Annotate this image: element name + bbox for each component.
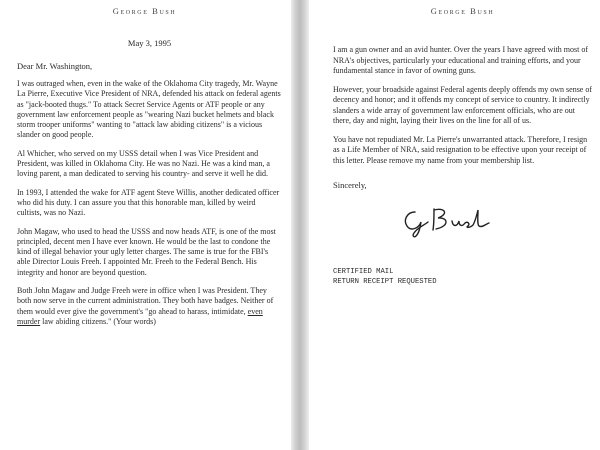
letter-page-1 [0, 0, 288, 450]
closing: Sincerely, [333, 180, 367, 190]
paragraph: John Magaw, who used to head the USSS and now heads ATF, is one of the most principled, decent men I have ever known. He would be the last to condone the kind of illegal behavior your ugly letter charges. The same is true for the FBI's able Director Louis Freeh. I appointed Mr. Freeh to the Federal Bench. His integrity and honor are beyond question. [17, 226, 276, 277]
paragraph-text: Both John Magaw and Judge Freeh were in office when I was President. They both now serve in the current administration. They both have badges. Neither of them would ever give the government's "go ahead to harass, intimidate, [17, 286, 274, 316]
paragraph: However, your broadside against Federal agents deeply offends my own sense of decency and honor; and it offends my concept of service to country. It indirectly slanders a wide array of government law enforcement officials, who are out there, day and night, laying their lives on the line for all of us. [333, 84, 593, 125]
certified-mail-line: CERTIFIED MAIL [333, 268, 394, 276]
paragraph-text: law abiding citizens." (Your words) [40, 316, 156, 326]
signature-image [401, 202, 592, 240]
letterhead: George Bush [430, 6, 495, 16]
paragraph: In 1993, I attended the wake for ATF agent Steve Willis, another dedicated officer who did his duty. I can assure you that this honorable man, killed by weird cultists, was no Nazi. [17, 187, 280, 218]
underlined-text: even murder [17, 306, 263, 326]
signature-icon [401, 202, 521, 240]
paragraph: Al Whicher, who served on my USSS detail when I was Vice President and President, was killed in Oklahoma City. He was no Nazi. He was a kind man, a loving parent, a man dedicated to serving his country- and serve it well he did. [17, 148, 270, 179]
salutation: Dear Mr. Washington, [17, 61, 93, 71]
return-receipt-line: RETURN RECEIPT REQUESTED [333, 277, 437, 286]
paragraph: You have not repudiated Mr. La Pierre's unwarranted attack. Therefore, I resign as a Life Member of NRA, said resignation to be effective upon your receipt of this letter. Please remove my name from your membership list. [333, 134, 588, 165]
letter-page-2 [313, 0, 600, 450]
page-divider [291, 0, 309, 450]
paragraph: I was outraged when, even in the wake of the Oklahoma City tragedy, Mr. Wayne La Pierre, Executive Vice President of NRA, defended his attack on federal agents as "jack-booted thugs." To attack Secret Service Agents or ATF people or any government law enforcement people as "wearing Nazi bucket helmets and black storm trooper uniforms" wanting to "attack law abiding citizens" is a vicious slander on good people. [17, 79, 281, 140]
paragraph: I am a gun owner and an avid hunter. Over the years I have agreed with most of NRA's objectives, particularly your educational and training efforts, and your fundamental stance in favor of owning guns. [333, 45, 589, 75]
letterhead: George Bush [112, 6, 177, 16]
paragraph-final [17, 286, 282, 327]
letter-date: May 3, 1995 [127, 38, 172, 48]
